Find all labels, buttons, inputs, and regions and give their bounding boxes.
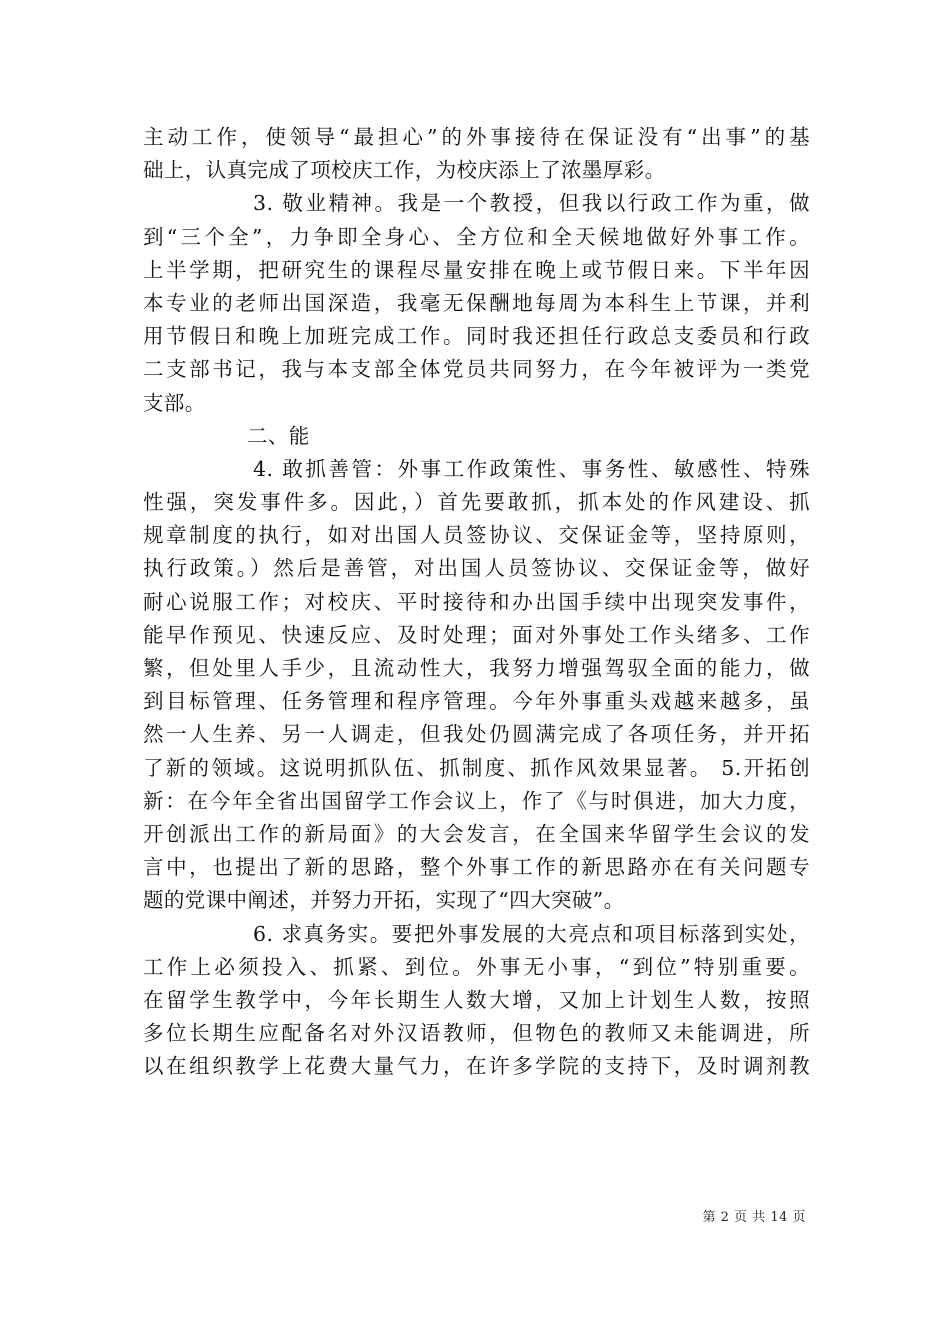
- text-line: 繁，但处里人手少，且流动性大，我努力增强驾驭全面的能力，做: [143, 656, 810, 680]
- text-line: 以在组织教学上花费大量气力，在许多学院的支持下，及时调剂教: [143, 1054, 810, 1079]
- document-body: [143, 121, 810, 1083]
- text-line: 多位长期生应配备名对外汉语教师，但物色的教师又未能调进，所: [143, 1021, 810, 1046]
- text-line: 3. 敬业精神。我是一个教授，但我以行政工作为重，做: [253, 191, 810, 216]
- text-line: 二支部书记，我与本支部全体党员共同努力，在今年被评为一类党: [143, 357, 810, 382]
- text-line: 言中，也提出了新的思路，整个外事工作的新思路亦在有关问题专: [143, 855, 810, 880]
- text-line: 支部。: [143, 390, 206, 415]
- text-line: 用节假日和晚上加班完成工作。同时我还担任行政总支委员和行政: [143, 324, 810, 349]
- text-line: 然一人生养、另一人调走，但我处仍圆满完成了各项任务，并开拓: [143, 722, 810, 747]
- text-line: 6. 求真务实。要把外事发展的大亮点和项目标落到实处，: [253, 921, 810, 946]
- text-line: 上半学期，把研究生的课程尽量安排在晚上或节假日来。下半年因: [143, 257, 810, 282]
- text-line: 能早作预见、快速反应、及时处理；面对外事处工作头绪多、工作: [143, 622, 810, 647]
- text-line: 到“三个全”，力争即全身心、全方位和全天候地做好外事工作。: [143, 224, 810, 249]
- text-line: 主动工作，使领导“最担心”的外事接待在保证没有“出事”的基: [143, 125, 810, 149]
- text-line: 本专业的老师出国深造，我毫无保酬地每周为本科生上节课，并利: [143, 290, 810, 315]
- page-number-footer: 第 2 页 共 14 页: [702, 1210, 806, 1225]
- text-line: 性强，突发事件多。因此，）首先要敢抓，抓本处的作风建设、抓: [143, 490, 810, 515]
- text-line: 开创派出工作的新局面》的大会发言，在全国来华留学生会议的发: [143, 821, 810, 846]
- text-line: 耐心说服工作；对校庆、平时接待和办出国手续中出现突发事件，: [143, 589, 810, 614]
- text-line: 到目标管理、任务管理和程序管理。今年外事重头戏越来越多，虽: [143, 689, 810, 714]
- text-line: 新：在今年全省出国留学工作会议上，作了《与时俱进，加大力度，: [143, 788, 810, 813]
- text-line: 在留学生教学中，今年长期生人数大增，又加上计划生人数，按照: [143, 987, 810, 1012]
- text-line: 题的党课中阐述，并努力开拓，实现了“四大突破”。: [143, 888, 625, 913]
- text-line: 4. 敢抓善管：外事工作政策性、事务性、敏感性、特殊: [253, 456, 810, 481]
- text-line: 工作上必须投入、抓紧、到位。外事无小事，“到位”特别重要。: [143, 954, 810, 979]
- section-heading: 二、能: [247, 423, 310, 448]
- text-line: 规章制度的执行，如对出国人员签协议、交保证金等，坚持原则，: [143, 523, 810, 548]
- text-line: 执行政策。）然后是善管，对出国人员签协议、交保证金等，做好: [143, 556, 810, 581]
- text-line: 础上，认真完成了项校庆工作，为校庆添上了浓墨厚彩。: [143, 158, 666, 183]
- text-line: 了新的领域。这说明抓队伍、抓制度、抓作风效果显著。 5.开拓创: [143, 755, 810, 780]
